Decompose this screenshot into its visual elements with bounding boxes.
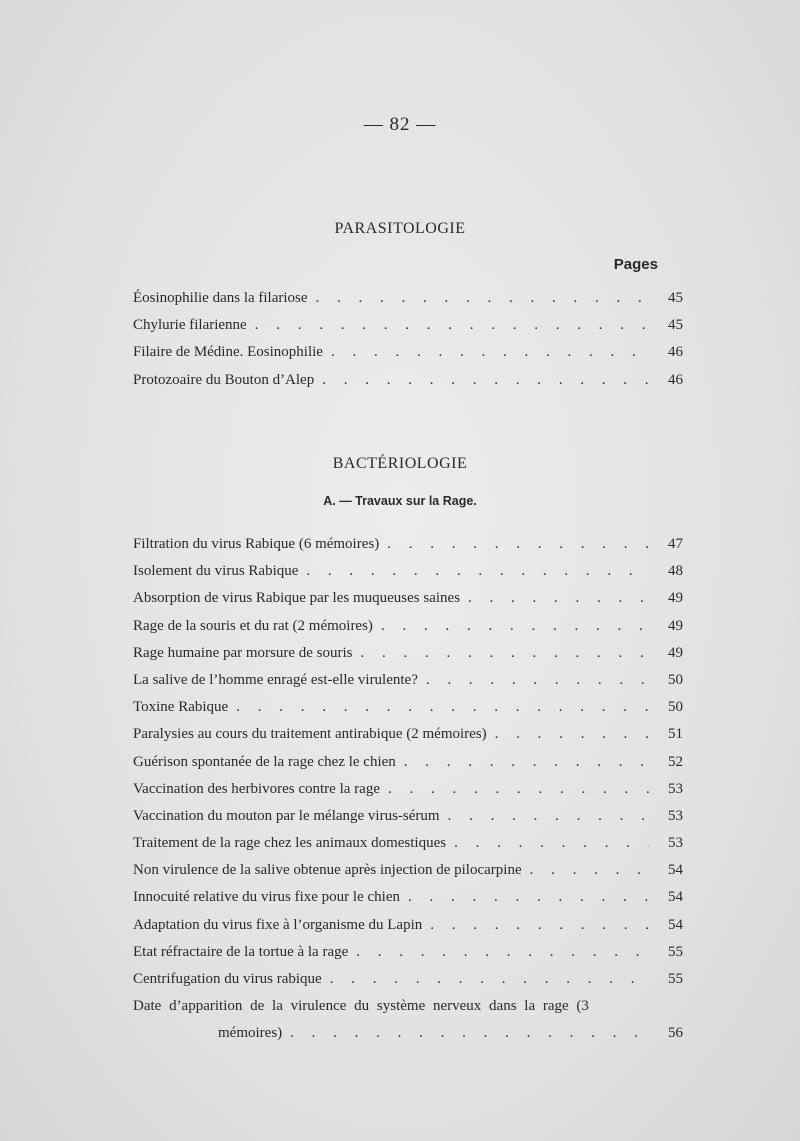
- entry-title-line2: mémoires): [218, 1025, 283, 1042]
- toc-entry: [133, 536, 683, 563]
- dot-leader: [454, 835, 649, 852]
- dot-leader: [388, 781, 649, 798]
- entry-page: 53: [668, 780, 683, 797]
- toc-bacteriologie: [133, 536, 683, 1053]
- entry-title: Guérison spontanée de la rage chez le chien: [133, 753, 396, 770]
- entry-title: Etat réfractaire de la tortue à la rage: [133, 943, 349, 960]
- toc-entry: [133, 971, 683, 998]
- entry-page: 48: [668, 563, 683, 580]
- dot-leader: [356, 944, 649, 961]
- entry-page: 49: [668, 617, 683, 634]
- entry-title: Toxine Rabique: [133, 699, 229, 716]
- entry-page: 46: [668, 344, 683, 361]
- toc-entry: [133, 645, 683, 672]
- entry-page: 50: [668, 699, 683, 716]
- entry-title: Traitement de la rage chez les animaux domestiques: [133, 835, 447, 852]
- entry-page: 46: [668, 371, 683, 388]
- entry-page: 53: [668, 835, 683, 852]
- entry-title: Vaccination du mouton par le mélange virus-sérum: [133, 807, 440, 824]
- toc-entry: [133, 590, 683, 617]
- entry-page: 45: [668, 290, 683, 306]
- toc-entry: [133, 726, 683, 753]
- entry-page: 53: [668, 807, 683, 824]
- entry-page: 55: [668, 943, 683, 960]
- page-number: — 82 —: [363, 114, 437, 135]
- section-title-bacteriologie: BACTÉRIOLOGIE: [332, 455, 468, 472]
- entry-page: 55: [668, 971, 683, 987]
- entry-title: Chylurie filarienne: [133, 317, 247, 334]
- entry-page: 56: [668, 1025, 683, 1042]
- entry-page: 54: [668, 889, 683, 906]
- toc-entry: [133, 672, 683, 699]
- dot-leader: [330, 971, 649, 988]
- entry-title: Rage de la souris et du rat (2 mémoires): [133, 617, 373, 634]
- entry-page: 51: [668, 726, 683, 743]
- entry-title: Non virulence de la salive obtenue après injection de pilocarpine: [133, 862, 522, 879]
- entry-title: Vaccination des herbivores contre la rage: [133, 780, 380, 797]
- dot-leader: [404, 754, 649, 771]
- entry-page: 50: [668, 671, 683, 688]
- toc-entry: [133, 889, 683, 916]
- entry-title: Filtration du virus Rabique (6 mémoires): [133, 536, 380, 552]
- dot-leader: [306, 563, 649, 580]
- entry-title: Filaire de Médine. Eosinophilie: [133, 344, 323, 361]
- toc-entry: [133, 290, 683, 317]
- entry-title: Rage humaine par morsure de souris: [133, 644, 353, 661]
- entry-page: 47: [668, 536, 683, 552]
- dot-leader: [381, 618, 649, 635]
- toc-entry: [133, 781, 683, 808]
- toc-entry: [133, 944, 683, 971]
- entry-page: 54: [668, 916, 683, 933]
- entry-title: Isolement du virus Rabique: [133, 563, 299, 580]
- entry-title: La salive de l’homme enragé est-elle virulente?: [133, 671, 418, 688]
- pages-column-label: Pages: [613, 256, 658, 273]
- entry-title: Paralysies au cours du traitement antirabique (2 mémoires): [133, 726, 487, 743]
- entry-title: Protozoaire du Bouton d’Alep: [133, 371, 315, 388]
- dot-leader: [430, 917, 649, 934]
- dot-leader: [236, 699, 649, 716]
- dot-leader: [316, 290, 649, 307]
- dot-leader: [255, 317, 649, 334]
- dot-leader: [495, 726, 649, 743]
- entry-title: Adaptation du virus fixe à l’organisme du Lapin: [133, 916, 423, 933]
- dot-leader: [322, 372, 649, 389]
- dot-leader: [290, 1025, 649, 1042]
- toc-entry: [133, 917, 683, 944]
- toc-parasitologie: [133, 290, 683, 399]
- dot-leader: [468, 590, 649, 607]
- entry-page: 49: [668, 644, 683, 661]
- entry-title: Centrifugation du virus rabique: [133, 971, 322, 987]
- toc-entry: [133, 372, 683, 399]
- entry-title: Absorption de virus Rabique par les muqueuses saines: [133, 590, 461, 607]
- toc-entry: [133, 754, 683, 781]
- subheading-rage: A. — Travaux sur la Rage.: [323, 494, 477, 508]
- dot-leader: [426, 672, 649, 689]
- entry-title: Innocuité relative du virus fixe pour le chien: [133, 889, 400, 906]
- dot-leader: [408, 889, 649, 906]
- dot-leader: [331, 344, 649, 361]
- dot-leader: [448, 808, 649, 825]
- entry-page: 54: [668, 862, 683, 879]
- entry-continuation: [133, 1025, 683, 1052]
- dot-leader: [530, 862, 649, 879]
- toc-entry: [133, 835, 683, 862]
- toc-entry-multiline: [133, 998, 683, 1052]
- toc-entry: [133, 317, 683, 344]
- toc-entry: [133, 862, 683, 889]
- entry-page: 49: [668, 590, 683, 607]
- section-title-parasitologie: PARASITOLOGIE: [334, 220, 466, 237]
- entry-title-line1: Date d’apparition de la virulence du système nerveux dans la rage (3: [133, 998, 589, 1015]
- toc-entry: [133, 699, 683, 726]
- entry-page: 45: [668, 317, 683, 334]
- toc-entry: [133, 618, 683, 645]
- entry-title: Éosinophilie dans la filariose: [133, 290, 308, 306]
- toc-entry: [133, 563, 683, 590]
- dot-leader: [387, 536, 649, 553]
- dot-leader: [361, 645, 649, 662]
- toc-entry: [133, 344, 683, 371]
- toc-entry: [133, 808, 683, 835]
- entry-page: 52: [668, 753, 683, 770]
